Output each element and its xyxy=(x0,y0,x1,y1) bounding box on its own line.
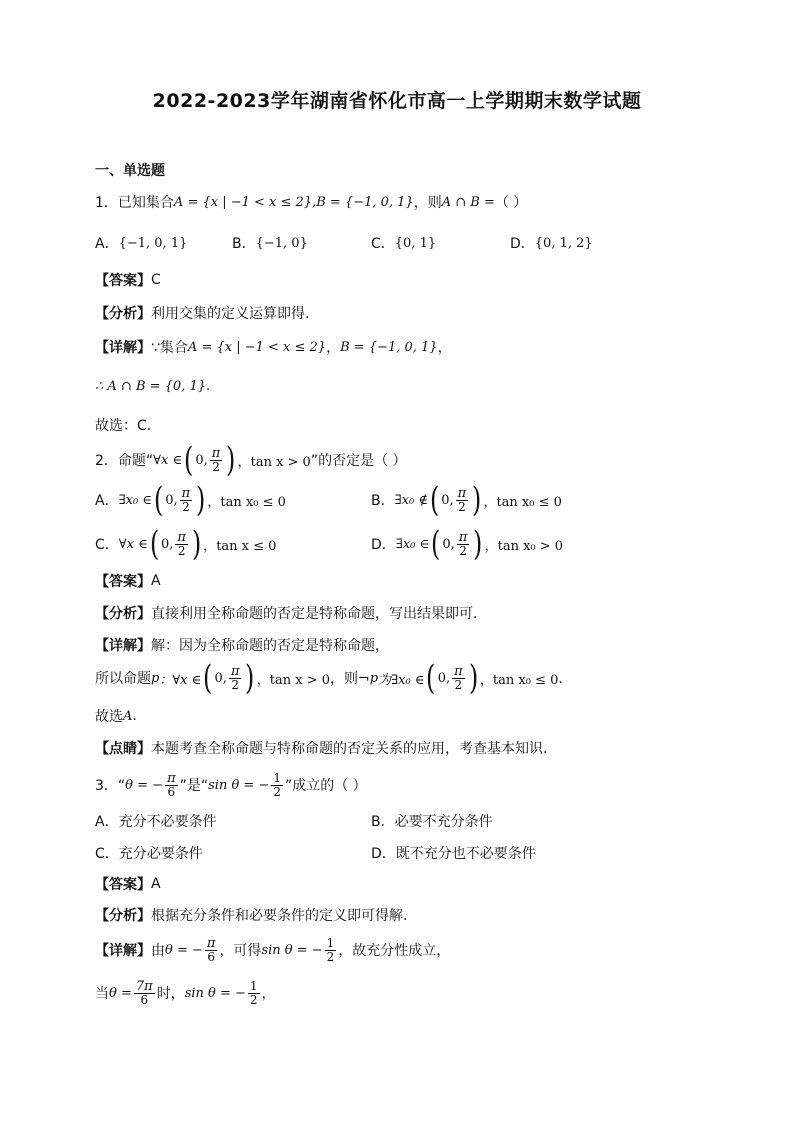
interval-lower: 0, xyxy=(437,670,451,686)
option-condition: ，tan x ≤ 0 xyxy=(203,538,277,554)
q3-option-c xyxy=(95,843,203,863)
detail-tag: 【详解】 xyxy=(95,943,151,959)
analysis-text: 利用交集的定义运算即得. xyxy=(151,306,310,322)
analysis-tag: 【分析】 xyxy=(95,606,151,622)
proposition-p: p xyxy=(151,670,160,686)
q1-stem-prefix: 1．已知集合 xyxy=(95,195,174,211)
sin-equation: sin θ = − xyxy=(261,942,323,958)
option-letter: D． xyxy=(371,537,396,553)
analysis-tag: 【分析】 xyxy=(95,908,151,924)
option-quantifier: ∃x₀ ∈ xyxy=(395,536,430,552)
detail-text: 解：因为全称命题的否定是特称命题， xyxy=(151,638,389,654)
option-condition: ，tan x₀ > 0 xyxy=(484,538,564,554)
option-quantifier: ∀x ∈ xyxy=(118,536,148,552)
pi-symbol: π xyxy=(230,663,240,679)
q1-choose: 故选：C. xyxy=(95,418,152,434)
denominator: 6 xyxy=(167,784,176,799)
sin-equation: sin θ = − xyxy=(184,985,246,1001)
detail-text: ，则¬ xyxy=(330,671,370,687)
analysis-tag: 【分析】 xyxy=(95,306,151,322)
answer-value: A xyxy=(151,876,161,892)
denominator: 6 xyxy=(207,949,215,964)
option-quantifier: ∃x₀ ∈ xyxy=(118,492,152,508)
numerator: 1 xyxy=(249,978,258,993)
option-letter: C． xyxy=(95,537,119,553)
option-text: 充分必要条件 xyxy=(118,846,203,862)
denominator: 2 xyxy=(326,949,335,964)
detail-exists: 为∃x₀ ∈ xyxy=(378,672,425,688)
q2-stem-a: 2．命题“ xyxy=(95,453,154,469)
pi-symbol: π xyxy=(177,529,186,545)
page-title: 2022-2023学年湖南省怀化市高一上学期期末数学试题 xyxy=(152,90,642,112)
pi-symbol: π xyxy=(167,770,176,786)
q3-stem-c: ”成立的（ ） xyxy=(284,778,367,794)
interval-open-0-pi-2: ( 0, $\frac{\pi}{2}$ ) xyxy=(426,658,478,698)
denominator: 2 xyxy=(454,677,463,692)
detail-condition: ，tan x₀ ≤ 0 xyxy=(479,672,559,688)
q2-answer xyxy=(95,571,161,591)
option-text: 既不充分也不必要条件 xyxy=(395,846,536,862)
q2-option-b xyxy=(371,480,562,520)
interval-open-0-pi-2: ( 0, $\frac{\pi}{2}$ ) xyxy=(203,658,255,698)
option-letter: A． xyxy=(95,236,119,252)
denominator: 2 xyxy=(249,992,258,1007)
choose-period: . xyxy=(132,708,137,724)
theta-equation: θ = − xyxy=(125,777,164,793)
answer-tag: 【答案】 xyxy=(95,574,151,590)
q2-note xyxy=(95,738,557,758)
q2-analysis xyxy=(95,603,487,623)
option-letter: C． xyxy=(371,236,395,252)
pi-symbol: π xyxy=(206,935,216,951)
denominator: 2 xyxy=(212,459,220,474)
option-condition: ，tan x₀ ≤ 0 xyxy=(207,494,286,510)
detail-text: 由 xyxy=(151,943,165,959)
option-text: {0, 1, 2} xyxy=(534,235,593,251)
detail-tag: 【详解】 xyxy=(95,638,151,654)
q3-stem-b: ”是“ xyxy=(179,778,209,794)
q1-option-c xyxy=(371,233,436,253)
detail-text: 时， xyxy=(156,986,185,1002)
interval-lower: 0, xyxy=(165,492,178,508)
interval-open-0-pi-2: ( 0, $\frac{\pi}{2}$ ) xyxy=(429,480,482,520)
interval-lower: 0, xyxy=(441,492,454,508)
pi-symbol: π xyxy=(454,663,463,679)
q1-stem xyxy=(95,192,527,212)
pi-symbol: π xyxy=(457,485,467,501)
q3-stem xyxy=(95,765,367,805)
answer-value: A xyxy=(151,573,161,589)
pi-symbol: π xyxy=(181,485,191,501)
detail-set-b: B = {−1, 0, 1} xyxy=(340,339,438,355)
option-text: {0, 1} xyxy=(394,235,437,251)
q2-choose xyxy=(95,706,137,726)
interval-lower: 0, xyxy=(160,536,174,552)
option-text: 必要不充分条件 xyxy=(394,814,493,830)
detail-text: ∵集合 xyxy=(151,340,188,356)
q2-option-d xyxy=(371,524,563,564)
analysis-text: 根据充分条件和必要条件的定义即可得解. xyxy=(151,908,408,924)
answer-tag: 【答案】 xyxy=(95,273,151,289)
detail-text: ，故充分性成立， xyxy=(338,943,451,959)
q2-detail xyxy=(95,635,389,655)
q1-blank: （ ） xyxy=(494,195,528,211)
q1-option-b xyxy=(232,233,308,253)
detail-set-a: A = {x | −1 < x ≤ 2} xyxy=(187,339,327,355)
q3-option-a xyxy=(95,811,217,831)
theta-equation: θ = xyxy=(109,985,132,1001)
interval-open-0-pi-2: ( 0, $\frac{\pi}{2}$ ) xyxy=(149,524,202,564)
interval-open-0-pi-2: ( 0, $\frac{\pi}{2}$ ) xyxy=(153,480,206,520)
denominator: 2 xyxy=(177,543,186,558)
choose-letter: A xyxy=(123,708,133,724)
detail-forall: ：∀x ∈ xyxy=(159,672,202,688)
q3-detail xyxy=(95,930,450,970)
option-letter: C． xyxy=(95,846,119,862)
q3-analysis xyxy=(95,905,407,925)
denominator: 2 xyxy=(459,543,467,558)
detail-tag: 【详解】 xyxy=(95,340,151,356)
q1-answer xyxy=(95,270,161,290)
option-text: {−1, 0, 1} xyxy=(118,235,188,251)
numerator: 1 xyxy=(326,935,335,950)
q1-set-a: A = {x | −1 < x ≤ 2} xyxy=(173,194,313,210)
option-letter: A． xyxy=(95,493,119,509)
q1-analysis xyxy=(95,303,309,323)
denominator: 2 xyxy=(273,784,281,799)
proposition-p: p xyxy=(369,670,379,686)
option-text: 充分不必要条件 xyxy=(118,814,217,830)
option-letter: B． xyxy=(371,493,395,509)
denominator: 6 xyxy=(140,992,149,1007)
option-letter: B． xyxy=(232,236,256,252)
detail-sep: ， xyxy=(326,340,341,356)
option-condition: ，tan x₀ ≤ 0 xyxy=(483,494,562,510)
q1-option-a xyxy=(95,233,187,253)
sin-equation: sin θ = − xyxy=(208,777,270,793)
interval-lower: 0, xyxy=(442,536,455,552)
interval-lower: 0, xyxy=(214,670,227,686)
numerator: 1 xyxy=(273,770,281,785)
pi-symbol: π xyxy=(211,445,221,461)
q1-detail xyxy=(95,337,452,357)
q2-option-c xyxy=(95,524,276,564)
q2-stem-b: ”的否定是（ ） xyxy=(310,453,407,469)
theta-equation: θ = − xyxy=(165,942,203,958)
q2-tan: ，tan x > 0 xyxy=(237,454,311,470)
denominator: 2 xyxy=(182,499,190,514)
note-text: 本题考查全称命题与特称命题的否定关系的应用，考查基本知识． xyxy=(151,741,557,757)
q2-stem xyxy=(95,440,407,480)
option-letter: A． xyxy=(95,814,119,830)
q2-forall: ∀x ∈ xyxy=(153,452,183,468)
detail-condition: ，tan x > 0 xyxy=(256,672,330,688)
option-letter: D． xyxy=(510,236,535,252)
analysis-text: 直接利用全称命题的否定是特称命题，写出结果即可． xyxy=(151,606,487,622)
numerator: 7π xyxy=(135,978,153,994)
answer-value: C xyxy=(151,272,161,288)
interval-lower: 0, xyxy=(195,452,208,468)
detail-text: ． xyxy=(558,671,573,687)
option-letter: B． xyxy=(371,814,395,830)
q3-option-b xyxy=(371,811,493,831)
detail-text: ，可得 xyxy=(219,943,262,959)
q2-detail-line-2 xyxy=(95,658,572,698)
q1-option-d xyxy=(510,233,593,253)
q2-option-a xyxy=(95,480,286,520)
section-heading: 一、单选题 xyxy=(95,163,165,179)
q1-expr: A ∩ B = xyxy=(441,194,495,210)
detail-intersection: ∴ A ∩ B = {0, 1}. xyxy=(95,379,211,394)
q1-comma: , xyxy=(312,194,317,210)
pi-symbol: π xyxy=(458,529,468,545)
detail-text: 当 xyxy=(95,986,109,1002)
denominator: 2 xyxy=(231,677,240,692)
note-tag: 【点睛】 xyxy=(95,741,151,757)
interval-open-0-pi-2: ( 0, $\frac{\pi}{2}$ ) xyxy=(184,440,236,480)
detail-sep: ， xyxy=(437,340,452,356)
answer-tag: 【答案】 xyxy=(95,877,151,893)
q3-option-d xyxy=(371,843,536,863)
q3-detail-line-2 xyxy=(95,973,276,1013)
denominator: 2 xyxy=(458,499,466,514)
q3-stem-a: 3．“ xyxy=(95,778,126,794)
q1-set-b: B = {−1, 0, 1} xyxy=(316,194,414,210)
interval-open-0-pi-2: ( 0, $\frac{\pi}{2}$ ) xyxy=(431,524,483,564)
q1-stem-suffix: ，则 xyxy=(413,195,442,211)
detail-text: ， xyxy=(261,986,276,1002)
option-quantifier: ∃x₀ ∉ xyxy=(394,492,428,508)
detail-text: 所以命题 xyxy=(95,671,151,687)
q1-detail-result xyxy=(95,379,210,394)
option-letter: D． xyxy=(371,846,396,862)
option-text: {−1, 0} xyxy=(255,235,308,251)
choose-text: 故选 xyxy=(95,709,123,725)
q3-answer xyxy=(95,874,161,894)
